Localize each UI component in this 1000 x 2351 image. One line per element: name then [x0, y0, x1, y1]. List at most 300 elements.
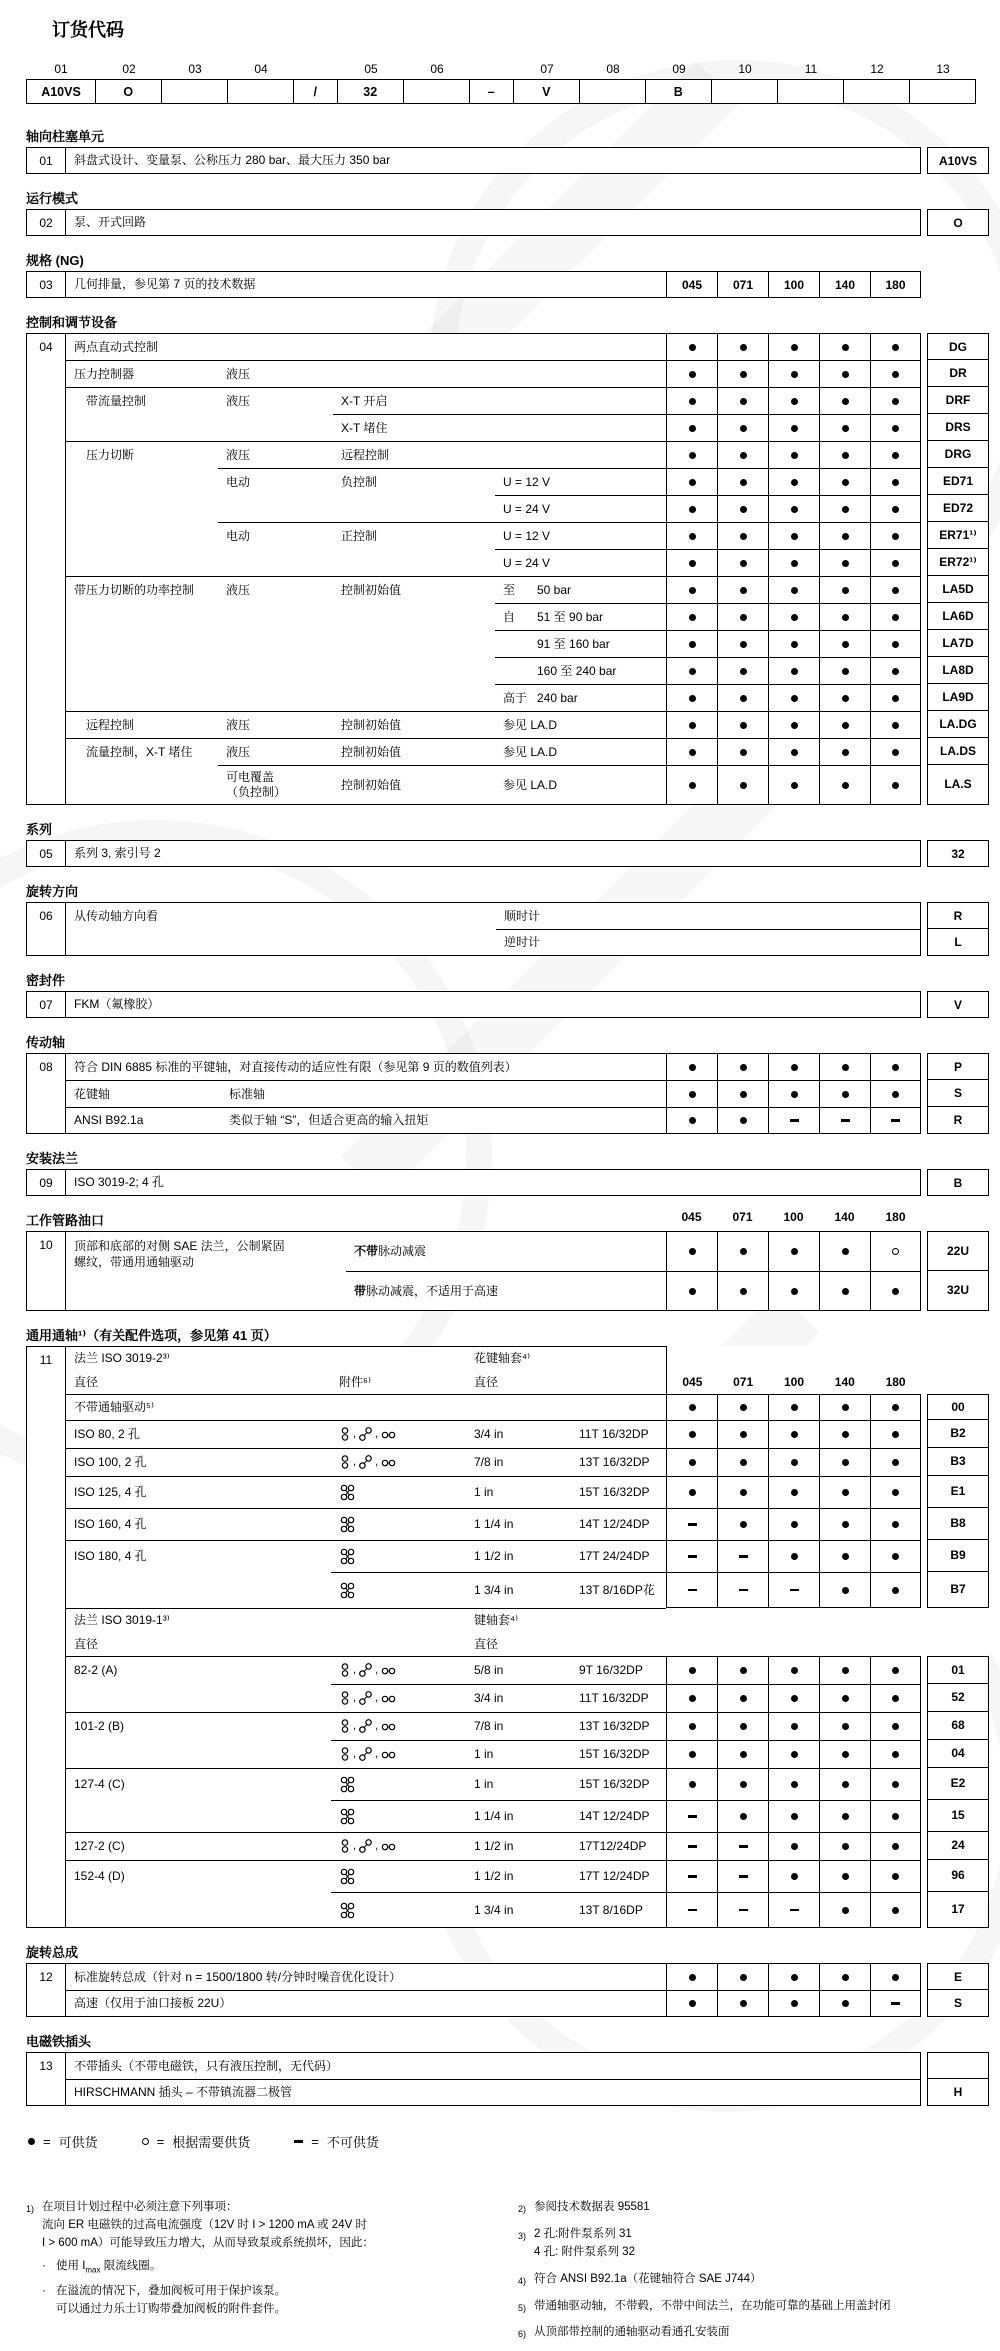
not-available-dash — [688, 1909, 697, 1911]
legend-label: 不可供货 — [326, 2135, 379, 2150]
section-table — [26, 2052, 989, 2106]
code-separator-cell — [294, 62, 338, 104]
cell-text: 液压 — [218, 387, 333, 414]
size-label: 071 — [732, 1210, 753, 1224]
section-table — [26, 902, 989, 956]
section-heading-text: 工作管路油口 — [26, 1213, 105, 1228]
size-label: 100 — [783, 1375, 804, 1389]
cell — [331, 1508, 466, 1540]
availability-cell — [819, 1656, 870, 1684]
section-heading-text: 传动轴 — [26, 1035, 66, 1050]
code-value-box — [711, 79, 779, 104]
availability-cells — [666, 1712, 921, 1740]
availability-cell — [870, 1508, 921, 1540]
table-row — [66, 2052, 989, 2079]
available-dot — [791, 533, 798, 540]
cell-text: ANSI B92.1a — [66, 1107, 221, 1134]
cell — [331, 1572, 466, 1608]
code-cell: DRS — [927, 413, 989, 441]
code-cell: B7 — [927, 1571, 989, 1608]
code-position-label — [294, 62, 338, 79]
available-dot — [892, 749, 899, 756]
cell-text: 花键轴套⁴⁾ — [466, 1346, 666, 1370]
section-heading-text: 安装法兰 — [26, 1151, 79, 1166]
code-cell: S — [927, 1989, 989, 2017]
code-value-box: A10VS — [26, 79, 96, 104]
code-cell: 15 — [927, 1799, 989, 1832]
spanning-text: 顶部和底部的对侧 SAE 法兰，公制紧固 螺纹，带通用通轴驱动 — [74, 1239, 285, 1269]
cell-text: 1 1/2 in — [466, 1540, 571, 1572]
available-dot — [689, 1723, 696, 1730]
availability-cells — [666, 1476, 921, 1508]
availability-cell — [870, 360, 921, 387]
availability-cell — [819, 576, 870, 603]
cell-text: 参见 LA.D — [495, 711, 666, 738]
available-dot — [740, 2000, 747, 2007]
available-dot — [892, 1873, 899, 1880]
available-dot — [892, 1459, 899, 1466]
availability-cell — [870, 1768, 921, 1800]
cell-text: 电动 — [218, 468, 333, 495]
available-dot — [740, 1064, 747, 1071]
cell — [331, 1656, 466, 1684]
cell-text: 液压 — [218, 711, 333, 738]
cell — [495, 387, 666, 414]
legend-item — [294, 2132, 379, 2151]
available-dot — [892, 641, 899, 648]
size-label: 045 — [682, 1375, 703, 1389]
availability-cell — [768, 1540, 819, 1572]
available-dot — [689, 1695, 696, 1702]
availability-cell — [819, 1860, 870, 1892]
available-dot — [791, 1695, 798, 1702]
code-cell: L — [927, 928, 989, 956]
section-01 — [26, 126, 989, 174]
availability-cell — [666, 1572, 717, 1608]
section-heading — [26, 188, 989, 205]
availability-cell — [768, 1990, 819, 2017]
section-heading-text: 控制和调节设备 — [26, 315, 118, 330]
table-row — [66, 414, 989, 441]
code-value-box: / — [293, 79, 339, 104]
cell-text: 远程控制 — [333, 441, 495, 468]
cell — [66, 929, 496, 956]
not-available-dash — [739, 1845, 748, 1847]
availability-cell — [717, 414, 768, 441]
availability-cell — [870, 1990, 921, 2017]
code-cell: H — [927, 2078, 989, 2106]
availability-cell — [768, 1892, 819, 1928]
availability-cells — [666, 1768, 921, 1800]
code-spacer — [927, 1346, 989, 1370]
available-dot — [842, 722, 849, 729]
available-dot — [689, 1404, 696, 1411]
table-row — [66, 1832, 989, 1860]
section-heading-text: 密封件 — [26, 973, 66, 988]
availability-cell — [666, 630, 717, 657]
code-position-label: 11 — [804, 62, 818, 76]
available-dot — [791, 398, 798, 405]
cell — [331, 1768, 466, 1800]
availability-cell — [768, 1231, 819, 1271]
table-row — [66, 441, 989, 468]
availability-cell — [717, 1448, 768, 1476]
availability-cell — [717, 1540, 768, 1572]
available-dot — [740, 452, 747, 459]
cell-text: U = 12 V — [495, 522, 666, 549]
code-cell: B9 — [927, 1539, 989, 1572]
availability-cell — [717, 1990, 768, 2017]
availability-cell — [717, 387, 768, 414]
position-number: 01 — [26, 147, 66, 174]
table-row — [66, 1684, 989, 1712]
available-dot — [892, 1907, 899, 1914]
size-code-cell: 071 — [717, 271, 768, 298]
not-available-dash — [688, 1815, 697, 1817]
code-cell: 96 — [927, 1859, 989, 1892]
footnote-text: 带通轴驱动轴，不带毂，不带中间法兰，在功能可靠的基础上用盖封闭 — [534, 2299, 891, 2312]
not-available-dash — [790, 1119, 799, 1121]
section-heading-text: 电磁铁插头 — [26, 2034, 92, 2049]
not-available-dash — [688, 1523, 697, 1525]
availability-cell — [768, 1800, 819, 1832]
legend-item — [28, 2132, 98, 2151]
code-position-label: 06 — [430, 62, 444, 76]
available-dot — [842, 587, 849, 594]
availability-cell — [768, 414, 819, 441]
table-row — [66, 576, 989, 603]
availability-cells — [666, 1271, 921, 1311]
cell-text: 控制初始值 — [333, 765, 495, 805]
availability-cell — [870, 1740, 921, 1768]
cell — [331, 1632, 466, 1656]
cell — [333, 360, 495, 387]
cell-text: 液压 — [218, 360, 333, 387]
four-hole-flange-pattern-icon — [339, 1581, 356, 1600]
availability-cells — [666, 1740, 921, 1768]
table-row — [66, 522, 989, 549]
section-heading — [26, 1032, 989, 1049]
available-dot — [842, 1248, 849, 1255]
availability-cell — [819, 684, 870, 711]
cell-text: FKM（氟橡胶） — [66, 991, 921, 1018]
cell — [331, 1832, 466, 1860]
section-heading — [26, 1210, 989, 1227]
code-value-box — [579, 79, 647, 104]
available-dot — [791, 371, 798, 378]
availability-cell — [870, 1860, 921, 1892]
cell-text: 11T 16/32DP — [571, 1684, 666, 1712]
available-dot — [791, 668, 798, 675]
available-dot — [28, 2138, 35, 2145]
availability-cells — [666, 1231, 921, 1271]
cell — [66, 414, 218, 441]
availability-cell — [666, 522, 717, 549]
position-number: 11 — [26, 1346, 66, 1928]
available-dot — [689, 1459, 696, 1466]
footnotes-left — [26, 2199, 496, 2351]
code-cell: 17 — [927, 1891, 989, 1928]
cell-text: ISO 100, 2 孔 — [66, 1448, 331, 1476]
available-dot — [892, 668, 899, 675]
section-heading — [26, 881, 989, 898]
available-dot — [842, 641, 849, 648]
code-position-label: 02 — [122, 62, 136, 76]
cell — [66, 522, 218, 549]
table-row — [66, 1860, 989, 1892]
available-dot — [689, 1667, 696, 1674]
section-heading — [26, 312, 989, 329]
availability-cell — [717, 738, 768, 765]
available-dot — [842, 1587, 849, 1594]
section-table — [26, 1231, 989, 1311]
available-dot — [892, 1431, 899, 1438]
cell-text: 15T 16/32DP — [571, 1476, 666, 1508]
availability-cell — [870, 468, 921, 495]
available-dot — [842, 1781, 849, 1788]
cell-text: 11T 16/32DP — [571, 1420, 666, 1448]
code-cell: 04 — [927, 1739, 989, 1768]
availability-cell — [717, 468, 768, 495]
availability-cells — [666, 1684, 921, 1712]
availability-cells — [666, 1860, 921, 1892]
availability-cell — [768, 333, 819, 360]
availability-cells — [666, 603, 921, 630]
cell-text: 7/8 in — [466, 1712, 571, 1740]
code-position-10 — [712, 62, 778, 104]
available-dot — [842, 1813, 849, 1820]
available-dot — [791, 782, 798, 789]
cell-text: 类似于轴 “S”，但适合更高的输入扭矩 — [221, 1107, 666, 1134]
footnote-text: 参阅技术数据表 95581 — [534, 2201, 650, 2213]
availability-cells — [666, 1990, 921, 2017]
availability-cell — [666, 1540, 717, 1572]
code-cell: ED72 — [927, 494, 989, 522]
cell — [495, 630, 666, 657]
available-dot — [892, 479, 899, 486]
availability-cell — [870, 1231, 921, 1271]
size-code-cell: 045 — [666, 271, 717, 298]
availability-cell — [717, 1684, 768, 1712]
available-dot — [689, 425, 696, 432]
code-cell: 01 — [927, 1656, 989, 1684]
cell-text: 3/4 in — [466, 1420, 571, 1448]
available-dot — [791, 2000, 798, 2007]
available-dot — [842, 1695, 849, 1702]
table-row — [66, 1800, 989, 1832]
empty-area — [666, 1632, 921, 1656]
available-dot — [689, 722, 696, 729]
size-code-cell: 100 — [768, 271, 819, 298]
cell-text: 17T 24/24DP — [571, 1540, 666, 1572]
available-dot — [892, 560, 899, 567]
availability-cell — [717, 1832, 768, 1860]
availability-cell — [666, 1053, 717, 1080]
availability-cell — [819, 657, 870, 684]
code-cell: P — [927, 1053, 989, 1080]
availability-cell — [870, 387, 921, 414]
availability-cell — [870, 495, 921, 522]
size-code-cells — [666, 271, 921, 298]
section-rows — [66, 1231, 989, 1311]
cell — [218, 414, 333, 441]
availability-cell — [768, 711, 819, 738]
cell-text: 17T 12/24DP — [571, 1860, 666, 1892]
table-row — [66, 1740, 989, 1768]
table-row — [66, 1476, 989, 1508]
code-cell: R — [927, 1106, 989, 1134]
availability-cells — [666, 1080, 921, 1107]
code-cell — [927, 2052, 989, 2079]
section-table — [26, 991, 989, 1018]
cell-text: 不带插头（不带电磁铁，只有液压控制，无代码） — [66, 2052, 921, 2079]
footnote-text: 符合 ANSI B92.1a（花键轴符合 SAE J744） — [534, 2272, 762, 2285]
availability-cell — [819, 1684, 870, 1712]
cell-text: 1 3/4 in — [466, 1572, 571, 1608]
size-column-labels — [666, 1210, 921, 1224]
available-dot — [842, 2000, 849, 2007]
available-dot — [842, 1459, 849, 1466]
availability-cell — [717, 1963, 768, 1990]
section-rows — [66, 902, 989, 956]
availability-cell — [666, 1832, 717, 1860]
availability-cell — [819, 495, 870, 522]
available-dot — [689, 1288, 696, 1295]
availability-cell — [768, 1832, 819, 1860]
footnote-marker: 1) — [26, 2204, 35, 2214]
cell-text: 1 in — [466, 1768, 571, 1800]
available-dot — [842, 452, 849, 459]
available-dot — [791, 1873, 798, 1880]
bullet-marker: · — [42, 2285, 46, 2298]
code-cell: S — [927, 1079, 989, 1107]
not-available-dash — [739, 1555, 748, 1557]
section-heading — [26, 250, 989, 267]
cell — [66, 1740, 331, 1768]
available-dot — [791, 452, 798, 459]
available-dot — [689, 533, 696, 540]
availability-cell — [666, 684, 717, 711]
cell — [218, 684, 333, 711]
cell — [66, 468, 218, 495]
code-cell: 52 — [927, 1683, 989, 1712]
code-position-06 — [404, 62, 470, 104]
available-dot — [740, 1667, 747, 1674]
available-dot — [791, 1521, 798, 1528]
cell-text: ISO 180, 4 孔 — [66, 1540, 331, 1572]
available-dot — [791, 506, 798, 513]
available-dot — [791, 1667, 798, 1674]
table-row — [66, 1632, 989, 1656]
available-dot — [892, 1587, 899, 1594]
cell — [333, 549, 495, 576]
availability-cells — [666, 657, 921, 684]
section-heading-text: 系列 — [26, 822, 53, 837]
available-dot — [740, 722, 747, 729]
cell-text: 从传动轴方向看 — [66, 902, 496, 929]
table-row — [66, 1990, 989, 2017]
available-dot — [892, 1288, 899, 1295]
available-dot — [689, 479, 696, 486]
range-prefix: 高于 — [503, 690, 528, 705]
available-dot — [842, 1091, 849, 1098]
availability-cell — [870, 441, 921, 468]
availability-cell — [870, 1832, 921, 1860]
available-dot — [740, 344, 747, 351]
section-heading-text: 运行模式 — [26, 191, 79, 206]
not-available-dash — [688, 1555, 697, 1557]
cell — [331, 1476, 466, 1508]
section-11 — [26, 1325, 989, 1928]
cell-text: X-T 堵住 — [333, 414, 495, 441]
cell-text: 直径 — [466, 1632, 666, 1656]
cell — [331, 1800, 466, 1832]
footnote — [518, 2298, 988, 2316]
availability-cell — [768, 1448, 819, 1476]
available-dot — [740, 1489, 747, 1496]
available-dot — [842, 1404, 849, 1411]
code-value-box: – — [469, 79, 515, 104]
cell-text: 高速（仅用于油口接板 22U） — [66, 1990, 666, 2017]
availability-cells — [666, 765, 921, 805]
code-cell: E2 — [927, 1767, 989, 1800]
availability-cell — [768, 1508, 819, 1540]
empty-area — [666, 1608, 921, 1632]
availability-cells — [666, 414, 921, 441]
availability-cell — [666, 1080, 717, 1107]
code-cell: B — [927, 1169, 989, 1196]
availability-cell — [870, 1572, 921, 1608]
availability-cell — [768, 1394, 819, 1420]
code-cell: LA.DS — [927, 737, 989, 765]
code-cell: LA6D — [927, 602, 989, 630]
section-rows — [66, 1169, 989, 1196]
availability-cell — [870, 1892, 921, 1928]
section-05 — [26, 819, 989, 867]
availability-cell — [870, 1540, 921, 1572]
availability-cell — [768, 738, 819, 765]
code-cell: B2 — [927, 1419, 989, 1448]
not-available-dash — [891, 1119, 900, 1121]
availability-cell — [666, 603, 717, 630]
availability-cell — [819, 1963, 870, 1990]
available-dot — [791, 587, 798, 594]
availability-cell — [768, 1684, 819, 1712]
cell-text: 法兰 ISO 3019-1³⁾ — [66, 1608, 466, 1632]
available-dot — [892, 1751, 899, 1758]
code-cell: 68 — [927, 1711, 989, 1740]
availability-cell — [666, 1860, 717, 1892]
cell-text: 顺时计 — [496, 902, 921, 929]
code-position-label: 01 — [54, 62, 68, 76]
available-dot — [740, 371, 747, 378]
available-dot — [791, 614, 798, 621]
section-heading-text: 规格 (NG) — [26, 253, 84, 268]
table-row — [66, 468, 989, 495]
code-value-box — [777, 79, 845, 104]
cell-text: 13T 16/32DP — [571, 1712, 666, 1740]
availability-cell — [666, 711, 717, 738]
cell — [331, 1448, 466, 1476]
availability-cell — [870, 1684, 921, 1712]
availability-cell — [870, 414, 921, 441]
availability-cell — [768, 468, 819, 495]
code-position-04 — [228, 62, 294, 104]
availability-cells — [666, 630, 921, 657]
availability-cells — [666, 522, 921, 549]
ordering-code-sections — [26, 126, 989, 2106]
availability-cell — [768, 441, 819, 468]
